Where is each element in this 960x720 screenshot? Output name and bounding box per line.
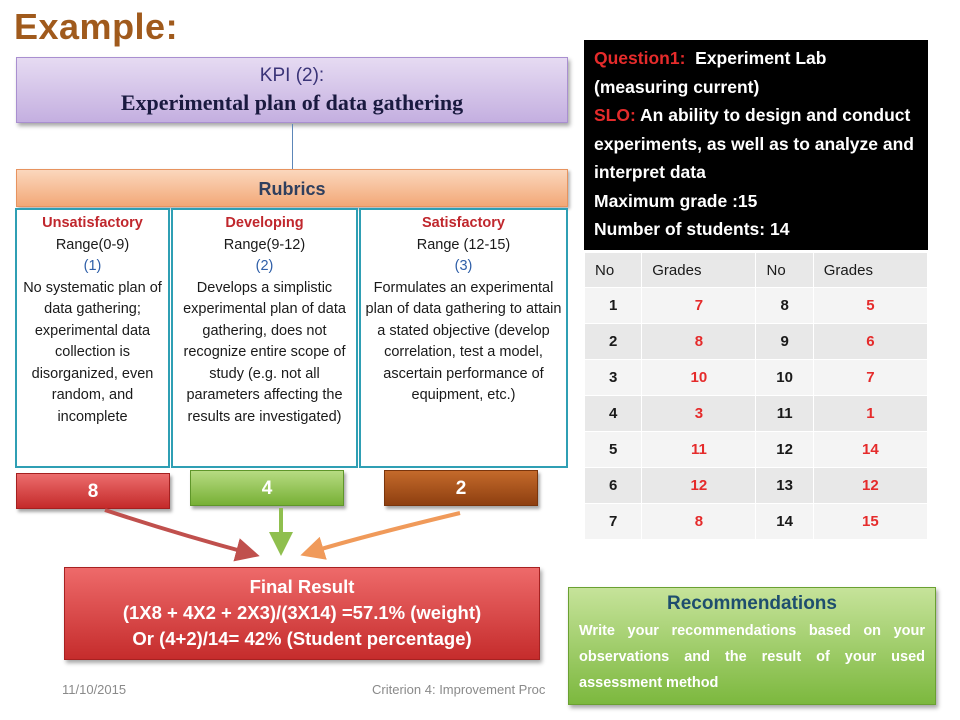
rubric-description: Develops a simplistic experimental plan of data gathering, does not recognize entire scope of study (e.g. not all parameters affecting the results are investigated) (183, 279, 346, 425)
table-row (585, 360, 928, 396)
question-label: Question1: (594, 48, 686, 68)
cell-no: 6 (585, 468, 642, 504)
cell-grade: 1 (813, 396, 927, 432)
cell-no: 14 (756, 504, 813, 540)
cell-grade: 7 (642, 288, 756, 324)
cell-no: 12 (756, 432, 813, 468)
count-satisfactory: 2 (384, 470, 538, 506)
cell-grade: 15 (813, 504, 927, 540)
recommendations-text: Write your recommendations based on your observations and the result of your used assessment method (579, 623, 925, 691)
rubric-range: Range (12-15) (416, 236, 511, 253)
table-row (585, 504, 928, 540)
table-row (585, 288, 928, 324)
cell-grade: 8 (642, 324, 756, 360)
page-title: Example: (14, 6, 179, 47)
cell-no: 5 (585, 432, 642, 468)
cell-grade: 5 (813, 288, 927, 324)
rubric-heading: Satisfactory (421, 215, 505, 231)
recommendations-box (568, 587, 936, 705)
slo-line (594, 101, 918, 187)
cell-grade: 12 (813, 468, 927, 504)
rubrics-header: Rubrics (16, 169, 568, 207)
cell-grade: 11 (642, 432, 756, 468)
cell-no: 2 (585, 324, 642, 360)
cell-grade: 7 (813, 360, 927, 396)
footer-date: 11/10/2015 (62, 682, 127, 697)
cell-no: 1 (585, 288, 642, 324)
slo-label: SLO: (594, 105, 636, 125)
cell-no: 11 (756, 396, 813, 432)
footer-criterion: Criterion 4: Improvement Proc (372, 682, 546, 697)
recommendations-heading: Recommendations (667, 593, 837, 614)
table-row (585, 324, 928, 360)
rubric-description: Formulates an experimental plan of data gathering to attain a stated objective (develop correlation, test a model, ascertain performance of equipment, etc.) (365, 279, 562, 403)
rubric-number: (2) (255, 258, 274, 274)
question-box (584, 40, 928, 250)
rubric-number: (1) (83, 258, 102, 274)
final-result-percentage: Or (4+2)/14= 42% (Student percentage) (132, 628, 472, 649)
kpi-title: Experimental plan of data gathering (120, 90, 464, 115)
cell-grade: 6 (813, 324, 927, 360)
cell-grade: 3 (642, 396, 756, 432)
cell-grade: 10 (642, 360, 756, 396)
cell-grade: 14 (813, 432, 927, 468)
final-result-weight: (1X8 + 4X2 + 2X3)/(3X14) =57.1% (weight) (122, 602, 482, 623)
arrow-from-satisfactory (308, 513, 460, 553)
header-grades: Grades (813, 253, 927, 288)
rubric-range: Range(0-9) (55, 236, 130, 253)
student-count: Number of students: 14 (594, 219, 790, 239)
table-row (585, 396, 928, 432)
cell-no: 13 (756, 468, 813, 504)
header-no: No (756, 253, 813, 288)
rubric-heading: Unsatisfactory (42, 215, 143, 231)
cell-no: 8 (756, 288, 813, 324)
cell-grade: 12 (642, 468, 756, 504)
cell-grade: 8 (642, 504, 756, 540)
rubric-range: Range(9-12) (223, 236, 306, 253)
table-header-row (585, 253, 928, 288)
table-row (585, 468, 928, 504)
slo-text: An ability to design and conduct experiments, as well as to analyze and interpret data (594, 105, 914, 182)
cell-no: 4 (585, 396, 642, 432)
table-row (585, 432, 928, 468)
cell-no: 7 (585, 504, 642, 540)
header-no: No (585, 253, 642, 288)
arrow-from-unsatisfactory (105, 510, 252, 554)
rubric-heading: Developing (225, 215, 304, 231)
grades-table (584, 252, 928, 540)
final-result-box (64, 567, 540, 660)
cell-no: 9 (756, 324, 813, 360)
count-developing: 4 (190, 470, 344, 506)
kpi-number: KPI (2): (259, 65, 325, 86)
header-grades: Grades (642, 253, 756, 288)
cell-no: 3 (585, 360, 642, 396)
rubric-description: No systematic plan of data gathering; experimental data collection is disorganized, even random, and incomplete (23, 279, 162, 425)
question-text: Experiment Lab (measuring current) (594, 48, 827, 97)
cell-no: 10 (756, 360, 813, 396)
question-line (594, 44, 918, 101)
max-grade: Maximum grade :15 (594, 190, 758, 211)
count-unsatisfactory: 8 (16, 473, 170, 509)
rubric-number: (3) (454, 258, 473, 274)
final-result-heading: Final Result (249, 576, 355, 597)
